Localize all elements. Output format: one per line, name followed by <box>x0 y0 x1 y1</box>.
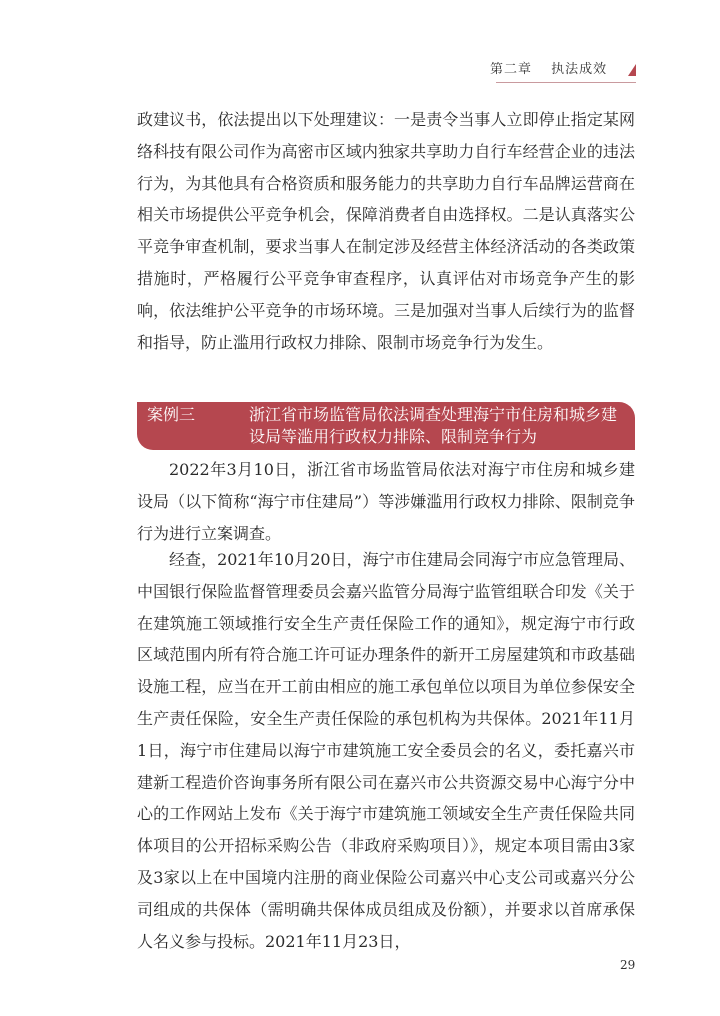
page-number: 29 <box>620 958 636 972</box>
paragraph-case-intro: 2022年3月10日，浙江省市场监管局依法对海宁市住房和城乡建设局（以下简称“海宁市住建局”）等涉嫌滥用行政权力排除、限制竞争行为进行立案调查。 <box>137 460 635 543</box>
case-number: 案例三 <box>147 405 196 424</box>
header-corner-mark <box>628 64 636 76</box>
case-title: 浙江省市场监管局依法调查处理海宁市住房和城乡建设局等滥用行政权力排除、限制竞争行为 <box>249 405 618 446</box>
case-heading-banner <box>137 402 635 450</box>
header-divider <box>496 82 636 83</box>
chapter-label: 第二章 <box>490 62 533 77</box>
paragraph-continued: 政建议书，依法提出以下处理建议：一是责令当事人立即停止指定某网络科技有限公司作为高密市区域内独家共享助力自行车经营企业的违法行为，为其他具有合格资质和服务能力的共享助力自行车品牌运营商在相关市场提供公平竞争机会，保障消费者自由选择权。二是认真落实公平竞争审查机制，要求当事人在制定涉及经营主体经济活动的各类政策措施时，严格履行公平竞争审查程序，认真评估对市场竞争产生的影响，依法维护公平竞争的市场环境。三是加强对当事人后续行为的监督和指导，防止滥用行政权力排除、限制市场竞争行为发生。 <box>137 110 635 352</box>
section-label: 执法成效 <box>551 62 608 77</box>
running-header <box>490 58 607 77</box>
paragraph-investigation: 经查，2021年10月20日，海宁市住建局会同海宁市应急管理局、中国银行保险监督管理委员会嘉兴监管分局海宁监管组联合印发《关于在建筑施工领域推行安全生产责任保险工作的通知》，规定海宁市行政区域范围内所有符合施工许可证办理条件的新开工房屋建筑和市政基础设施工程，应当在开工前由相应的施工承包单位以项目为单位参保安全生产责任保险，安全生产责任保险的承包机构为共保体。2021年11月1日，海宁市住建局以海宁市建筑施工安全委员会的名义，委托嘉兴市建新工程造价咨询事务所有限公司在嘉兴市公共资源交易中心海宁分中心的工作网站上发布《关于海宁市建筑施工领域安全生产责任保险共同体项目的公开招标采购公告（非政府采购项目）》，规定本项目需由3家及3家以上在中国境内注册的商业保险公司嘉兴中心支公司或嘉兴分公司组成的共保体（需明确共保体成员组成及份额），并要求以首席承保人名义参与投标。2021年11月23日， <box>137 550 635 951</box>
